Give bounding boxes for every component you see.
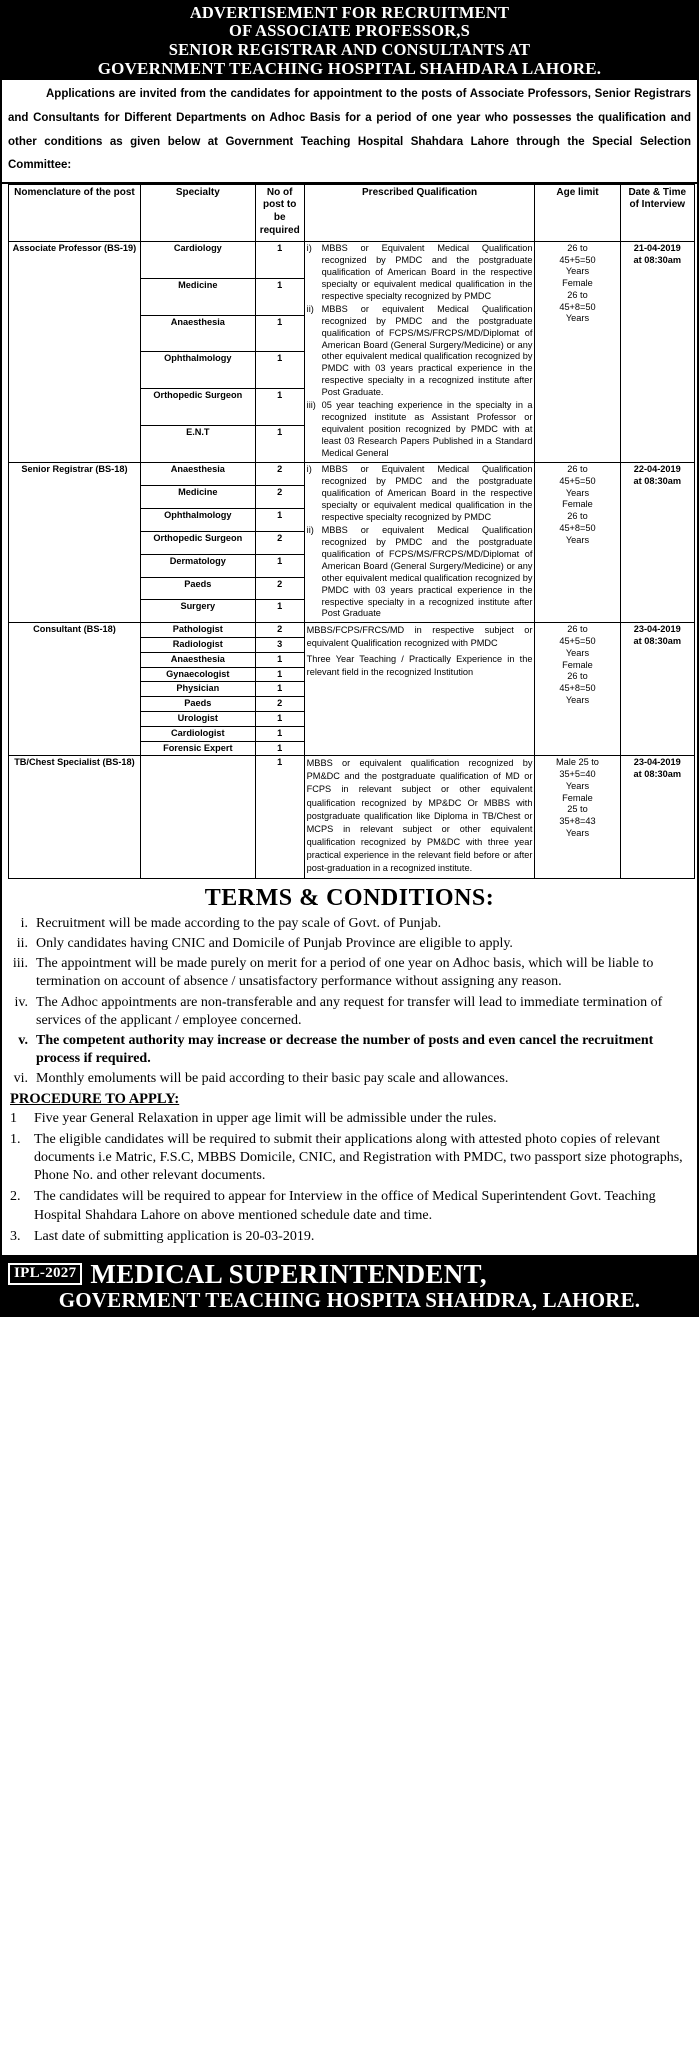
interview-date-line: 21-04-2019 [633,242,681,253]
age-limit-line: 26 to [567,624,588,635]
qualification-item [307,525,533,621]
cell-post-count: 1 [255,508,304,531]
cell-specialty: Physician [140,682,255,697]
terms-item [10,935,689,953]
footer-line-1: MEDICAL SUPERINTENDENT, [90,1258,487,1289]
qualification-marker: ii) [306,303,314,314]
cell-interview-date [620,623,694,756]
header-nomenclature: Nomenclature of the post [9,184,141,241]
cell-specialty: Urologist [140,712,255,727]
age-limit-line: 26 to [567,511,588,522]
cell-specialty: Anaesthesia [140,652,255,667]
qualification-text: MBBS or equivalent Medical Qualification recognized by PMDC and the postgraduate qualification of FCPS/MS/FRCPS/MD/Diplomat of American Board (General Surgery/Medicine) or any other equivalent medical qualification recognized by PMDC with 03 years practical experience in the respective specialty in a recognized institute after Post Graduate [321,524,533,619]
age-limit-line: 35+5=40 [559,769,596,780]
cell-post-name: Consultant (BS-18) [9,623,141,756]
cell-post-count: 1 [255,352,304,389]
cell-post-count: 2 [255,623,304,638]
cell-specialty: Ophthalmology [140,352,255,389]
table-row [9,756,695,879]
procedure-item-text: Last date of submitting application is 20-03-2019. [34,1228,315,1244]
terms-item-text: The appointment will be made purely on merit for a period of one year on Adhoc basis, which will be liable to termination on account of absence / unsatisfactory performance without assigning any reason. [36,956,654,990]
procedure-item-marker: 3. [10,1228,21,1244]
cell-specialty [140,756,255,879]
terms-list [10,915,689,1089]
cell-specialty: Medicine [140,485,255,508]
age-limit-line: Years [565,827,590,838]
cell-qualification [304,463,535,623]
terms-item [10,1032,689,1068]
masthead-line-3: SENIOR REGISTRAR AND CONSULTANTS AT [168,39,531,59]
procedure-title: PROCEDURE TO APPLY: [10,1090,180,1107]
cell-specialty: Gynaecologist [140,667,255,682]
cell-specialty: Pathologist [140,623,255,638]
cell-specialty: Paeds [140,697,255,712]
cell-specialty: Orthopedic Surgeon [140,389,255,426]
interview-date-line: at 08:30am [633,475,681,486]
qualification-paragraph: MBBS or equivalent qualification recognized by PM&DC and the postgraduate qualification of MD or FCPS in relevant subject or other equivalent qualification recognized by MP&DC Or MBBS with postgraduate qualification like Diploma in TB/Chest or MCPS in relevant subject or other equivalent qualification recognized by PM&DC with three year practical experience in the relevant field before or after post-graduation in a recognized institute. [306,758,533,873]
terms-item-marker: iii. [12,956,28,972]
table-row [9,241,695,278]
cell-specialty: Cardiology [140,241,255,278]
masthead-line-1: ADVERTISEMENT FOR RECRUITMENT [189,3,510,22]
qualification-text: 05 year teaching experience in the specialty in a recognized institute as Assistant Professor or equivalent position recognized by PMDC with at least 03 Research Papers Published in a Standard Medical General [321,400,533,459]
terms-item-marker: i. [20,915,28,931]
age-limit-line: Female [562,659,593,670]
table-container [0,184,699,881]
cell-age-limit [535,756,620,879]
terms-item-text: Recruitment will be made according to the pay scale of Govt. of Punjab. [36,915,442,931]
terms-item-text: Monthly emoluments will be paid according to their basic pay scale and allowances. [36,1071,509,1087]
qualification-item [307,464,533,524]
age-limit-line: Male 25 to [556,757,599,768]
age-limit-line: 26 to [567,671,588,682]
qualification-item [307,400,533,460]
terms-item-marker: v. [18,1033,28,1048]
cell-post-count: 1 [255,741,304,756]
procedure-item [10,1131,689,1186]
qualification-paragraph: MBBS/FCPS/FRCS/MD in respective subject or equivalent Qualification recognized with PMDC [306,625,533,649]
interview-date-line: 22-04-2019 [633,464,681,475]
cell-post-count: 1 [255,652,304,667]
cell-post-count: 1 [255,600,304,623]
table-header-row [9,184,695,241]
age-limit-line: Years [565,695,590,706]
cell-post-count: 2 [255,697,304,712]
qualification-marker: ii) [306,524,314,535]
age-limit-line: 45+5=50 [559,475,596,486]
cell-specialty: Paeds [140,577,255,600]
cell-specialty: Surgery [140,600,255,623]
footer [0,1257,699,1317]
procedure-item-text: Five year General Relaxation in upper age limit will be admissible under the rules. [34,1110,497,1126]
cell-post-count: 1 [255,315,304,352]
masthead-line-4: GOVERNMENT TEACHING HOSPITAL SHAHDARA LAHORE. [97,59,602,79]
cell-post-count: 3 [255,638,304,653]
procedure-item-marker: 1 [10,1110,17,1126]
age-limit-line: Years [565,313,590,324]
cell-specialty: Radiologist [140,638,255,653]
terms-item-marker: ii. [16,936,28,952]
header-date-time: Date & Time of Interview [620,184,694,241]
age-limit-line: 45+8=50 [559,683,596,694]
age-limit-line: 45+5=50 [559,254,596,265]
qualification-item [307,243,533,303]
age-limit-line: 45+5=50 [559,636,596,647]
procedure-item [10,1188,689,1224]
cell-post-count: 1 [255,241,304,278]
terms-item-text: Only candidates having CNIC and Domicile of Punjab Province are eligible to apply. [36,936,513,952]
procedure-item-text: The eligible candidates will be required to submit their applications along with attested photo copies of relevant documents i.e Matric, F.S.C, MBBS Domicile, CNIC, and Registration with PMDC, two passport size photographs, Phone No. and other relevant documents. [34,1131,683,1184]
cell-post-count: 1 [255,756,304,879]
age-limit-line: Years [565,487,590,498]
terms-item-text: The competent authority may increase or decrease the number of posts and even cancel the recruitment process if required. [36,1033,654,1067]
cell-post-name: Associate Professor (BS-19) [9,241,141,462]
cell-age-limit [535,623,620,756]
age-limit-line: Years [565,647,590,658]
footer-row-1 [0,1259,699,1290]
cell-age-limit [535,241,620,462]
terms-item [10,915,689,933]
interview-date-line: at 08:30am [633,254,681,265]
cell-post-count: 1 [255,554,304,577]
cell-qualification [304,756,535,879]
cell-age-limit [535,463,620,623]
table-head [9,184,695,241]
cell-specialty: Orthopedic Surgeon [140,531,255,554]
cell-post-count: 1 [255,426,304,463]
terms-item-text: The Adhoc appointments are non-transferable and any request for transfer will lead to immediate termination of services of the applicant / employee concerned. [36,994,663,1028]
interview-date-line: at 08:30am [633,636,681,647]
age-limit-line: 26 to [567,242,588,253]
cell-specialty: Anaesthesia [140,315,255,352]
interview-date-line: 23-04-2019 [633,757,681,768]
cell-interview-date [620,241,694,462]
cell-qualification [304,241,535,462]
age-limit-line: Female [562,792,593,803]
terms-item [10,955,689,991]
header-age-limit: Age limit [535,184,620,241]
intro-and-table-section [0,80,699,183]
cell-specialty: Medicine [140,278,255,315]
cell-interview-date [620,463,694,623]
terms-item [10,994,689,1030]
procedure-item [10,1110,689,1128]
ipl-code-badge: IPL-2027 [8,1263,82,1285]
masthead-line-2: OF ASSOCIATE PROFESSOR,S [229,21,470,41]
cell-specialty: Cardiologist [140,726,255,741]
age-limit-line: 26 to [567,289,588,300]
cell-qualification [304,623,535,756]
cell-post-count: 1 [255,682,304,697]
cell-post-count: 1 [255,726,304,741]
cell-post-name: TB/Chest Specialist (BS-18) [9,756,141,879]
terms-title: TERMS & CONDITIONS: [204,884,495,911]
cell-post-name: Senior Registrar (BS-18) [9,463,141,623]
age-limit-line: Years [565,780,590,791]
qualification-paragraph: Three Year Teaching / Practically Experience in the relevant field in the recognized Institution [306,653,533,677]
header-prescribed-qualification: Prescribed Qualification [304,184,535,241]
qualification-marker: iii) [306,400,316,411]
qualification-marker: i) [306,242,312,253]
qualification-text: MBBS or Equivalent Medical Qualification recognized by PMDC and the postgraduate qualification of American Board in the respective specialty or equivalent medical qualification in the respective specialty recognized by PMDC [321,242,533,301]
age-limit-line: 26 to [567,464,588,475]
table-row [9,623,695,638]
intro-paragraph: Applications are invited from the candidates for appointment to the posts of Associate Professors, Senior Registrars and Consultants for Different Departments on Adhoc Basis for a period of one year who possesses the qualification and other conditions as given below at Government Teaching Hospital Shahdara Lahore through the Special Selection Committee: [8,88,691,172]
terms-and-conditions-section [0,881,699,1257]
age-limit-line: Female [562,499,593,510]
masthead [0,0,699,80]
header-specialty: Specialty [140,184,255,241]
interview-date-line: 23-04-2019 [633,624,681,635]
cell-specialty: Forensic Expert [140,741,255,756]
age-limit-line: Years [565,266,590,277]
footer-line-2: GOVERMENT TEACHING HOSPITA SHAHDRA, LAHORE. [58,1287,641,1312]
cell-specialty: Dermatology [140,554,255,577]
table-body [9,241,695,878]
interview-date-line: at 08:30am [633,769,681,780]
qualification-text: MBBS or equivalent Medical Qualification recognized by PMDC and the postgraduate qualification of FCPS/MS/FRCPS/MD/Diplomat of American Board (General Surgery/Medicine) or any other equivalent medical qualification recognized by PMDC with 03 years practical experience in the respective specialty in a recognized institute after Post Graduate. [321,303,533,398]
cell-post-count: 1 [255,667,304,682]
age-limit-line: 45+8=50 [559,301,596,312]
cell-specialty: Anaesthesia [140,463,255,486]
cell-post-count: 2 [255,531,304,554]
procedure-item-marker: 1. [10,1131,21,1147]
terms-item-marker: vi. [13,1071,28,1087]
age-limit-line: Female [562,278,593,289]
qualification-item [307,304,533,400]
cell-post-count: 1 [255,278,304,315]
qualification-text: MBBS or Equivalent Medical Qualification recognized by PMDC and the postgraduate qualification of American Board in the respective specialty or equivalent medical qualification in the respective specialty recognized by PMDC [321,464,533,522]
cell-post-count: 2 [255,485,304,508]
cell-post-count: 1 [255,389,304,426]
cell-specialty: Ophthalmology [140,508,255,531]
age-limit-line: Years [565,534,590,545]
age-limit-line: 35+8=43 [559,816,596,827]
age-limit-line: 25 to [567,804,588,815]
procedure-item [10,1228,689,1246]
terms-item-marker: iv. [14,994,28,1010]
cell-post-count: 2 [255,577,304,600]
terms-item [10,1070,689,1088]
qualification-marker: i) [306,464,312,475]
header-no-of-post: No of post to be required [255,184,304,241]
cell-interview-date [620,756,694,879]
cell-post-count: 2 [255,463,304,486]
procedure-item-marker: 2. [10,1189,21,1205]
table-row [9,463,695,486]
cell-specialty: E.N.T [140,426,255,463]
cell-post-count: 1 [255,712,304,727]
age-limit-line: 45+8=50 [559,522,596,533]
procedure-list [10,1110,689,1246]
recruitment-table [8,184,695,879]
procedure-item-text: The candidates will be required to appear for Interview in the office of Medical Superintendent Govt. Teaching Hospital Shahdara Lahore on above mentioned schedule date and time. [34,1189,656,1223]
